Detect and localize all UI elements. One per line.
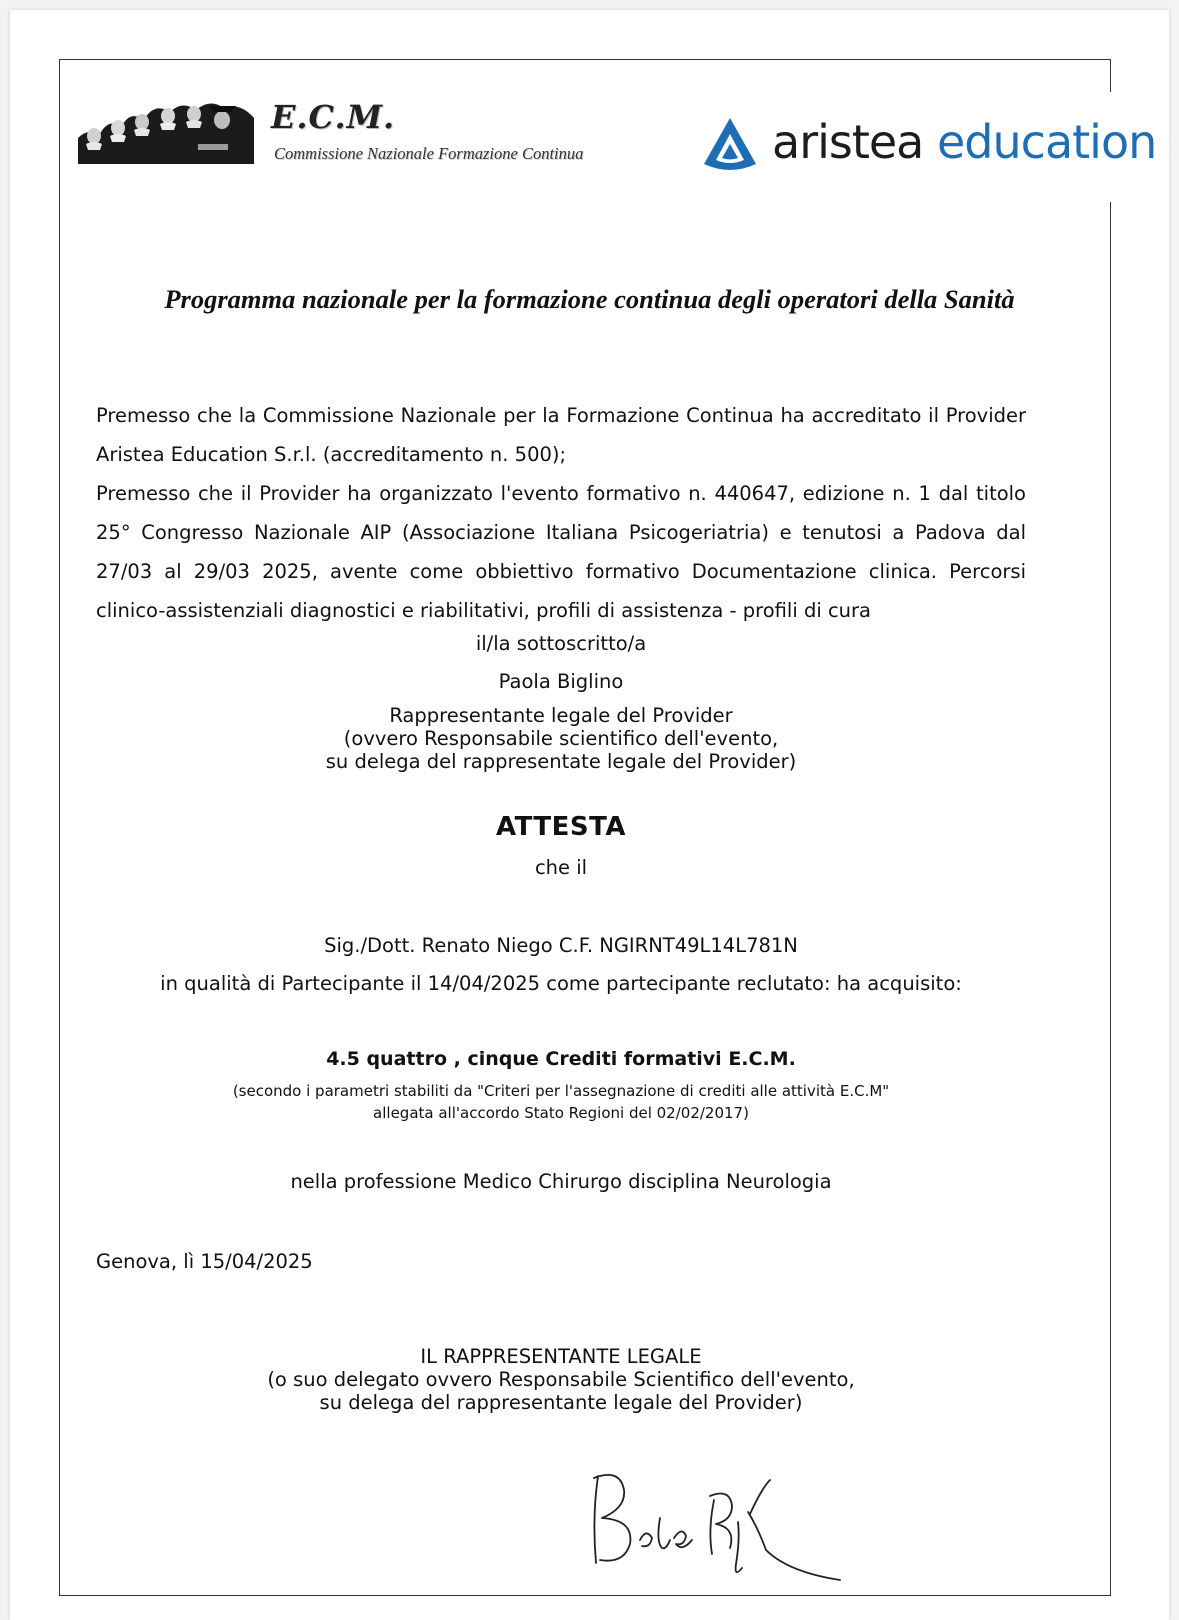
intro-text: [96, 396, 1026, 630]
legal-rep-line-3: su delega del rappresentante legale del Provider): [319, 1391, 803, 1414]
signer-role-line-2: (ovvero Responsabile scientifico dell'evento,: [343, 727, 779, 750]
undersigned-label: il/la sottoscritto/a: [475, 632, 647, 655]
legal-rep-line-2: (o suo delegato ovvero Responsabile Scientifico dell'evento,: [267, 1368, 855, 1391]
credits-line: 4.5 quattro , cinque Crediti formativi E.C.M.: [326, 1048, 796, 1070]
criteria-line-2: allegata all'accordo Stato Regioni del 02/02/2017): [373, 1104, 749, 1122]
ecm-subtitle: Commissione Nazionale Formazione Continua: [274, 144, 584, 163]
aristea-wordmark: [772, 114, 1156, 170]
place-date: Genova, lì 15/04/2025: [96, 1250, 313, 1273]
che-il-label: che il: [534, 856, 588, 879]
legal-rep-line-1: IL RAPPRESENTANTE LEGALE: [420, 1345, 702, 1368]
ecm-painting-image: [78, 98, 254, 164]
signer-role-line-3: su delega del rappresentate legale del Provider): [325, 750, 797, 773]
intro-paragraph-2: Premesso che il Provider ha organizzato l'evento formativo n. 440647, edizione n. 1 dal titolo 25° Congresso Nazionale AIP (Associazione Italiana Psicogeriatria) e tenutosi a Padova dal 27/03 al 29/03 2025, avente come obbiettivo formativo Documentazione clinica. Percorsi clinico-assistenziali diagnostici e riabilitativi, profili di assistenza - profili di cura: [96, 482, 1026, 622]
program-title: Programma nazionale per la formazione continua degli operatori della Sanità: [164, 284, 1015, 314]
criteria-note: [0, 1080, 1122, 1124]
signer-name: Paola Biglino: [498, 670, 624, 693]
handwritten-signature: [590, 1468, 880, 1583]
aristea-triangle-icon: [700, 114, 760, 174]
criteria-line-1: (secondo i parametri stabiliti da "Criteri per l'assegnazione di crediti alle attività E.C.M": [232, 1082, 890, 1100]
intro-paragraph-1: Premesso che la Commissione Nazionale per la Formazione Continua ha accreditato il Provider Aristea Education S.r.l. (accreditamento n. 500);: [96, 404, 1026, 466]
legal-representative-block: [0, 1345, 1122, 1414]
education-word: education: [937, 115, 1157, 169]
signer-role-line-1: Rappresentante legale del Provider: [389, 704, 733, 727]
participation-line: in qualità di Partecipante il 14/04/2025 come partecipante reclutato: ha acquisito:: [160, 972, 962, 995]
aristea-education-logo: [688, 92, 1157, 202]
aristea-word: aristea: [772, 115, 924, 169]
profession-line: nella professione Medico Chirurgo disciplina Neurologia: [290, 1170, 832, 1193]
ecm-title: E.C.M.: [271, 98, 396, 136]
signer-role: [0, 704, 1122, 773]
attesta-heading: ATTESTA: [496, 812, 626, 842]
ecm-logo: [78, 92, 608, 172]
participant-line: Sig./Dott. Renato Niego C.F. NGIRNT49L14L781N: [324, 934, 798, 957]
